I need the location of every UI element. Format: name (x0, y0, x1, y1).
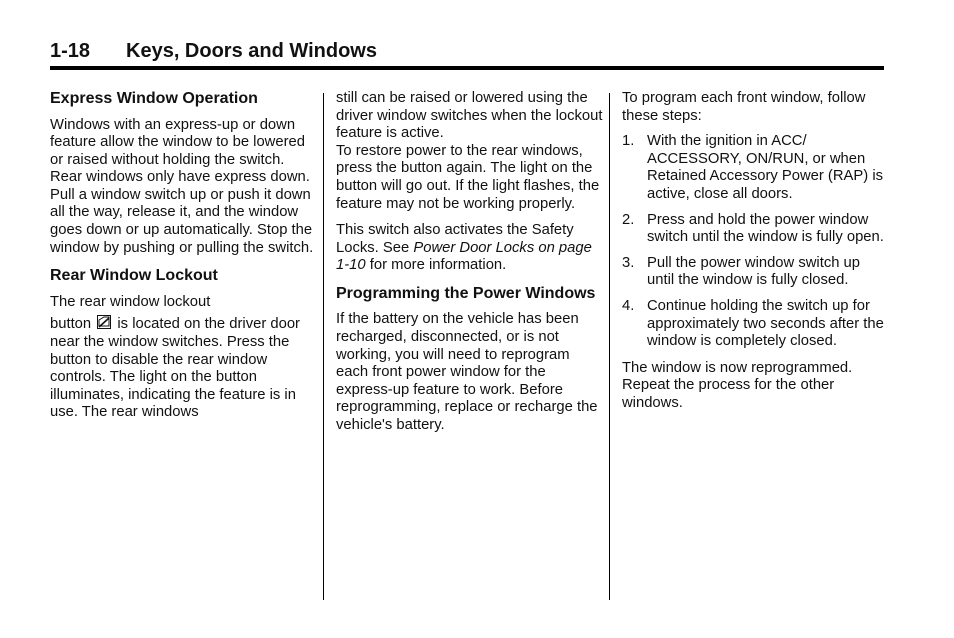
column-2 (336, 90, 604, 435)
section-heading-rear-window-lockout: Rear Window Lockout (50, 267, 218, 285)
text-fragment: for more information. (369, 257, 507, 274)
rear-window-lockout-icon (97, 315, 111, 329)
text-fragment: This switch also activates the Safety Locks. See (336, 222, 574, 256)
paragraph: To restore power to the rear windows, press the button again. The light on the button will go out. If the light flashes, the feature may not be working properly. (336, 142, 600, 212)
column-3 (622, 90, 888, 413)
paragraph: The window is now reprogrammed. Repeat the process for the other windows. (622, 359, 853, 411)
section-heading-programming-power-windows: Programming the Power Windows (336, 284, 596, 302)
paragraph: If the battery on the vehicle has been recharged, disconnected, or is not working, you will need to reprogram each front power window for the express-up feature to work. Before reprogramming, replace or recharge the vehicle's battery. (336, 311, 598, 433)
text-fragment: The rear window lockout (50, 293, 211, 310)
column-divider (323, 93, 324, 600)
list-item (622, 298, 888, 351)
steps-list (622, 133, 888, 351)
column-1 (50, 90, 320, 422)
paragraph (50, 315, 320, 422)
section-heading-express-window: Express Window Operation (50, 90, 258, 107)
cross-reference[interactable]: Power Door Locks on page 1-10 (336, 239, 592, 274)
column-divider (609, 93, 610, 600)
paragraph: Windows with an express-up or down feature allow the window to be lowered or raised without holding the switch. Rear windows only have express down. Pull a window switch up or push it down all the way, release it, and the window goes down or up automatically. Stop the window by pushing or pulling the switch. (50, 116, 314, 256)
page-header (50, 37, 884, 70)
step-text: Press and hold the power window switch until the window is fully open. (647, 211, 884, 246)
list-item (622, 133, 888, 203)
text-fragment: is located on the driver door near the window switches. Press the button to disable the rear window controls. The light on the button illuminates, indicating the feature is in use. The rear windows (50, 316, 300, 421)
step-text: With the ignition in ACC/ ACCESSORY, ON/RUN, or when Retained Accessory Power (RAP) is active, close all doors. (647, 133, 884, 202)
paragraph: To program each front window, follow these steps: (622, 90, 866, 124)
step-number: 3. (622, 254, 635, 271)
page-number: 1-18 (50, 40, 91, 62)
list-item (622, 212, 888, 247)
step-text: Continue holding the switch up for approximately two seconds after the window is completely closed. (647, 297, 884, 350)
chapter-title: Keys, Doors and Windows (126, 40, 377, 62)
paragraph (336, 222, 604, 275)
paragraph (50, 294, 320, 312)
step-number: 1. (622, 133, 635, 150)
step-text: Pull the power window switch up until the window is fully closed. (647, 254, 861, 289)
step-number: 4. (622, 297, 635, 314)
step-number: 2. (622, 211, 635, 228)
list-item (622, 255, 888, 290)
paragraph: still can be raised or lowered using the driver window switches when the lockout feature is active. (336, 90, 603, 142)
text-fragment: button (50, 316, 92, 333)
